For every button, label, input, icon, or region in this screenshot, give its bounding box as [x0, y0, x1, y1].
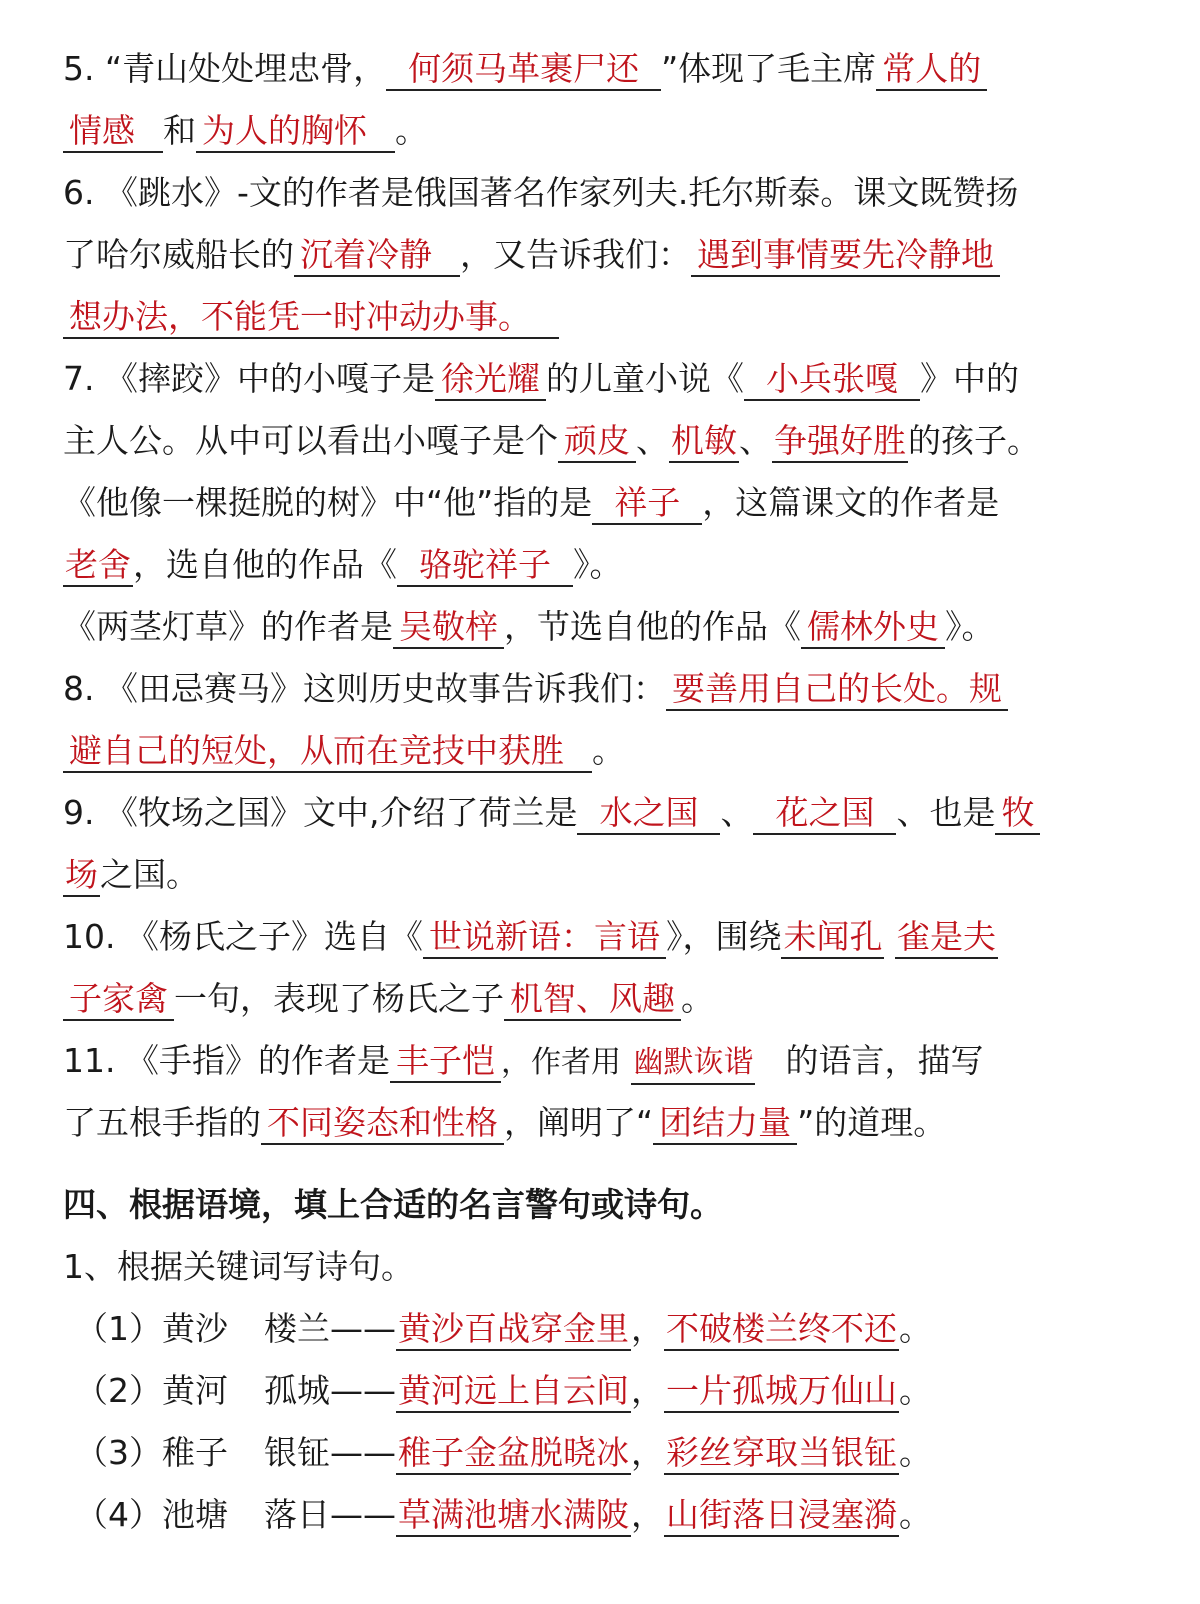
answer: 场 [63, 855, 100, 897]
text: 《两茎灯草》的作者是 [63, 607, 393, 646]
answer: 机敏 [669, 421, 739, 463]
answer: 子家禽 [63, 979, 174, 1021]
item-number: （3） [75, 1433, 162, 1472]
section-heading: 四、根据语境，填上合适的名言警句或诗句。 [63, 1185, 723, 1224]
answer: 团结力量 [653, 1103, 797, 1145]
text: 》。 [573, 545, 623, 584]
text: 了哈尔威船长的 [63, 235, 294, 274]
text: 。 [395, 111, 428, 150]
comma: ， [631, 1495, 664, 1534]
q5-line-2 [63, 100, 1140, 162]
text: 。 [592, 731, 625, 770]
keyword: 落日—— [264, 1495, 396, 1534]
answer: 避自己的短处，从而在竞技中获胜 [63, 731, 592, 773]
answer: 丰子恺 [390, 1041, 501, 1083]
poem-item-1 [63, 1298, 1140, 1360]
answer: 争强好胜 [772, 421, 908, 463]
keyword: 黄沙 [162, 1309, 228, 1348]
answer: 想办法，不能凭一时冲动办事。 [63, 297, 559, 339]
item-number: （4） [75, 1495, 162, 1534]
q10-line-2 [63, 968, 1140, 1030]
item-number: （2） [75, 1371, 162, 1410]
section-subheading: 1、根据关键词写诗句。 [63, 1247, 414, 1286]
text: 11. 《手指》的作者是 [63, 1041, 390, 1080]
text: 10. 《杨氏之子》选自《 [63, 917, 423, 956]
answer: 水之国 [577, 793, 720, 835]
keyword: 银钲—— [264, 1433, 396, 1472]
poem-item-4 [63, 1484, 1140, 1546]
q6-line-1 [63, 162, 1140, 224]
comma: ， [631, 1433, 664, 1472]
q7-line-2 [63, 410, 1140, 472]
answer: 不破楼兰终不还 [664, 1309, 899, 1351]
text: 之国。 [100, 855, 199, 894]
answer: 世说新语：言语 [423, 917, 666, 959]
answer: 黄河远上自云间 [396, 1371, 631, 1413]
answer: 未闻孔 [781, 917, 884, 959]
q7-line-3 [63, 472, 1140, 534]
answer: 顽皮 [558, 421, 636, 463]
poem-item-3 [63, 1422, 1140, 1484]
answer: 沉着冷静 [294, 235, 460, 277]
text: 《他像一棵挺脱的树》中“他”指的是 [63, 483, 593, 522]
text: 》。 [945, 607, 995, 646]
text: 了五根手指的 [63, 1103, 261, 1142]
answer: 草满池塘水满陂 [396, 1495, 631, 1537]
text: ，选自他的作品《 [133, 545, 397, 584]
text: 8. 《田忌赛马》这则历史故事告诉我们： [63, 669, 666, 708]
q9-line-1 [63, 782, 1140, 844]
period: 。 [899, 1371, 932, 1410]
answer: 牧 [995, 793, 1040, 835]
comma: ， [631, 1371, 664, 1410]
answer: 何须马革裹尸还 [386, 49, 661, 91]
keyword: 孤城—— [264, 1371, 396, 1410]
answer: 黄沙百战穿金里 [396, 1309, 631, 1351]
text: ，节选自他的作品《 [504, 607, 801, 646]
answer: 机智、风趣 [504, 979, 681, 1021]
text: 5. “青山处处埋忠骨， [63, 49, 387, 88]
item-number: （1） [75, 1309, 162, 1348]
text: 。 [681, 979, 714, 1018]
text: 一句，表现了杨氏之子 [174, 979, 504, 1018]
text: 》中的 [919, 359, 1019, 398]
q8-line-2 [63, 720, 1140, 782]
keyword: 黄河 [162, 1371, 228, 1410]
answer: 祥子 [592, 483, 702, 525]
answer: 情感 [63, 111, 163, 153]
answer: 儒林外史 [801, 607, 945, 649]
answer: 要善用自己的长处。规 [666, 669, 1008, 711]
comma: ， [631, 1309, 664, 1348]
text: ”的道理。 [797, 1103, 947, 1142]
text: 的语言，描写 [785, 1041, 984, 1080]
text: 、也是 [896, 793, 996, 832]
text: 、 [739, 421, 772, 460]
text: 7. 《摔跤》中的小嘎子是 [63, 359, 435, 398]
text: ，又告诉我们： [460, 235, 691, 274]
q6-line-3 [63, 286, 1140, 348]
q11-line-2 [63, 1092, 1140, 1154]
text: 的孩子。 [908, 421, 1040, 460]
q7-line-1 [63, 348, 1140, 410]
q9-line-2 [63, 844, 1140, 906]
text: ”体现了毛主席 [661, 49, 877, 88]
keyword: 稚子 [162, 1433, 228, 1472]
text: 的儿童小说《 [545, 359, 744, 398]
answer: 不同姿态和性格 [261, 1103, 504, 1145]
text: ，作者用 [500, 1045, 621, 1080]
poem-item-2 [63, 1360, 1140, 1422]
answer: 花之国 [753, 793, 896, 835]
text: ，这篇课文的作者是 [702, 483, 1000, 522]
period: 。 [899, 1495, 932, 1534]
answer: 小兵张嘎 [744, 359, 920, 401]
answer: 幽默诙谐 [631, 1043, 755, 1085]
q11-line-1 [63, 1030, 1140, 1092]
text: 6. 《跳水》-文的作者是俄国著名作家列夫.托尔斯泰。课文既赞扬 [63, 173, 1019, 212]
text: 9. 《牧场之国》文中,介绍了荷兰是 [63, 793, 578, 832]
answer: 雀是夫 [895, 917, 998, 959]
text: 主人公。从中可以看出小嘎子是个 [63, 421, 558, 460]
text: 、 [636, 421, 669, 460]
period: 。 [899, 1433, 932, 1472]
answer: 一片孤城万仙山 [664, 1371, 899, 1413]
q6-line-2 [63, 224, 1140, 286]
answer: 徐光耀 [435, 359, 546, 401]
answer: 老舍 [63, 545, 133, 587]
keyword: 池塘 [162, 1495, 228, 1534]
text: 》，围绕 [665, 917, 782, 956]
text: ，阐明了“ [504, 1103, 654, 1142]
q10-line-1 [63, 906, 1140, 968]
period: 。 [899, 1309, 932, 1348]
answer: 常人的 [876, 49, 987, 91]
q5-line-1 [63, 38, 1140, 100]
answer: 山街落日浸塞漪 [664, 1495, 899, 1537]
answer: 遇到事情要先冷静地 [691, 235, 1000, 277]
q8-line-1 [63, 658, 1140, 720]
text: 和 [163, 111, 196, 150]
answer: 骆驼祥子 [397, 545, 573, 587]
answer: 吴敬梓 [393, 607, 504, 649]
keyword: 楼兰—— [264, 1309, 396, 1348]
answer: 彩丝穿取当银钲 [664, 1433, 899, 1475]
answer: 为人的胸怀 [196, 111, 395, 153]
q7-line-5 [63, 596, 1140, 658]
q7-line-4 [63, 534, 1140, 596]
text: 、 [720, 793, 754, 832]
answer: 稚子金盆脱晓冰 [396, 1433, 631, 1475]
